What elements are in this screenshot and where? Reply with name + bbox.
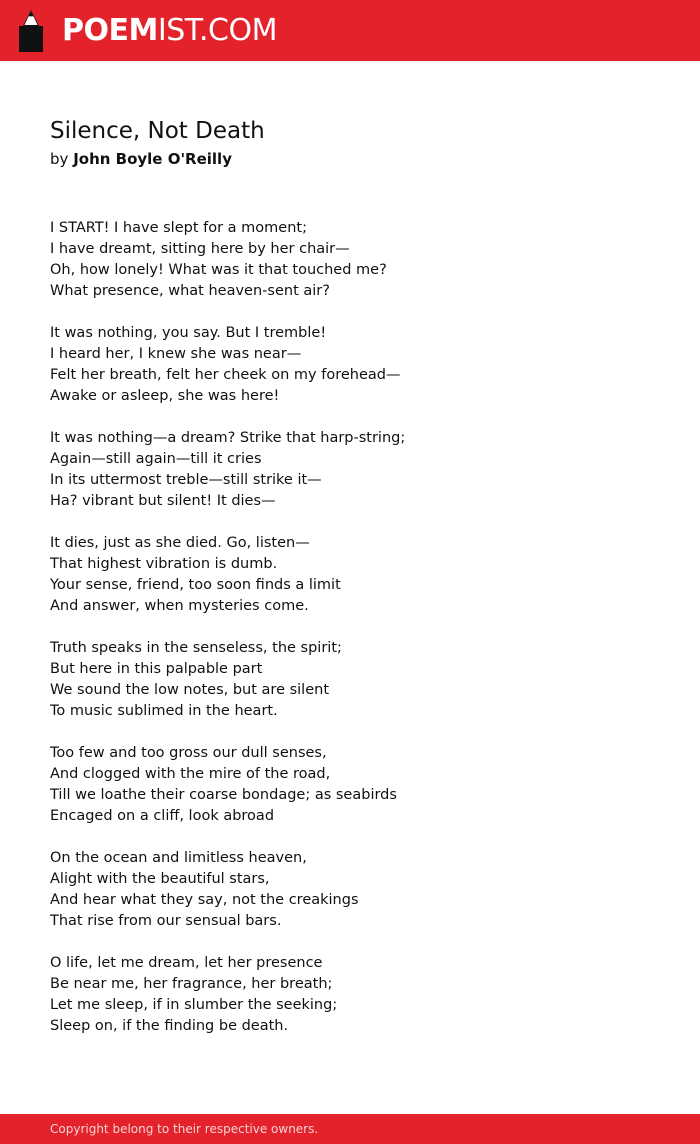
poem-line: Encaged on a cliff, look abroad — [50, 808, 275, 824]
stanza — [50, 638, 650, 722]
by-label: by — [50, 150, 69, 168]
stanza — [50, 533, 650, 617]
poem-line: Alight with the beautiful stars, — [50, 871, 270, 887]
poem-line: What presence, what heaven-sent air? — [50, 283, 330, 299]
poem-line: Your sense, friend, too soon finds a limit — [50, 577, 341, 593]
pencil-tip-icon — [17, 9, 45, 53]
copyright-text: Copyright belong to their respective owners. — [50, 1122, 319, 1136]
poem-line: We sound the low notes, but are silent — [50, 682, 330, 698]
poem-line: On the ocean and limitless heaven, — [50, 850, 307, 866]
logo-brand-light: IST.COM — [157, 13, 277, 48]
poem-line: I have dreamt, sitting here by her chair— — [50, 241, 350, 257]
stanza — [50, 323, 650, 407]
poem-line: In its uttermost treble—still strike it— — [50, 472, 322, 488]
poem-line: Let me sleep, if in slumber the seeking; — [50, 997, 338, 1013]
poem-line: Be near me, her fragrance, her breath; — [50, 976, 333, 992]
poem-line: Too few and too gross our dull senses, — [50, 745, 327, 761]
poem-line: It was nothing—a dream? Strike that harp-string; — [50, 430, 406, 446]
poem-line: Awake or asleep, she was here! — [50, 388, 280, 404]
poem-line: And clogged with the mire of the road, — [50, 766, 331, 782]
stanza — [50, 848, 650, 932]
poem-line: It dies, just as she died. Go, listen— — [50, 535, 310, 551]
site-header — [0, 0, 700, 61]
poem-line: And hear what they say, not the creakings — [50, 892, 359, 908]
site-logo[interactable] — [62, 12, 277, 50]
poem-line: That highest vibration is dumb. — [50, 556, 278, 572]
poem-byline — [50, 148, 232, 170]
poem-line: Sleep on, if the finding be death. — [50, 1018, 289, 1034]
poem-line: But here in this palpable part — [50, 661, 263, 677]
stanza — [50, 218, 650, 302]
poem-line: To music sublimed in the heart. — [50, 703, 278, 719]
poem-line: I heard her, I knew she was near— — [50, 346, 302, 362]
poem-line: I START! I have slept for a moment; — [50, 220, 307, 236]
poem-line: It was nothing, you say. But I tremble! — [50, 325, 327, 341]
poem-line: Oh, how lonely! What was it that touched me? — [50, 262, 387, 278]
stanza — [50, 953, 650, 1037]
poem-line: That rise from our sensual bars. — [50, 913, 282, 929]
poem-line: Truth speaks in the senseless, the spirit; — [50, 640, 342, 656]
poem-body — [50, 218, 650, 1058]
poem-author: John Boyle O'Reilly — [73, 150, 232, 168]
stanza — [50, 743, 650, 827]
poem-line: O life, let me dream, let her presence — [50, 955, 323, 971]
poem-line: And answer, when mysteries come. — [50, 598, 309, 614]
stanza — [50, 428, 650, 512]
logo-brand-bold: POEM — [62, 13, 158, 48]
site-footer — [0, 1114, 700, 1144]
poem-title: Silence, Not Death — [50, 118, 265, 144]
poem-line: Ha? vibrant but silent! It dies— — [50, 493, 276, 509]
poem-line: Felt her breath, felt her cheek on my forehead— — [50, 367, 401, 383]
poem-line: Again—still again—till it cries — [50, 451, 262, 467]
poem-line: Till we loathe their coarse bondage; as seabirds — [50, 787, 397, 803]
